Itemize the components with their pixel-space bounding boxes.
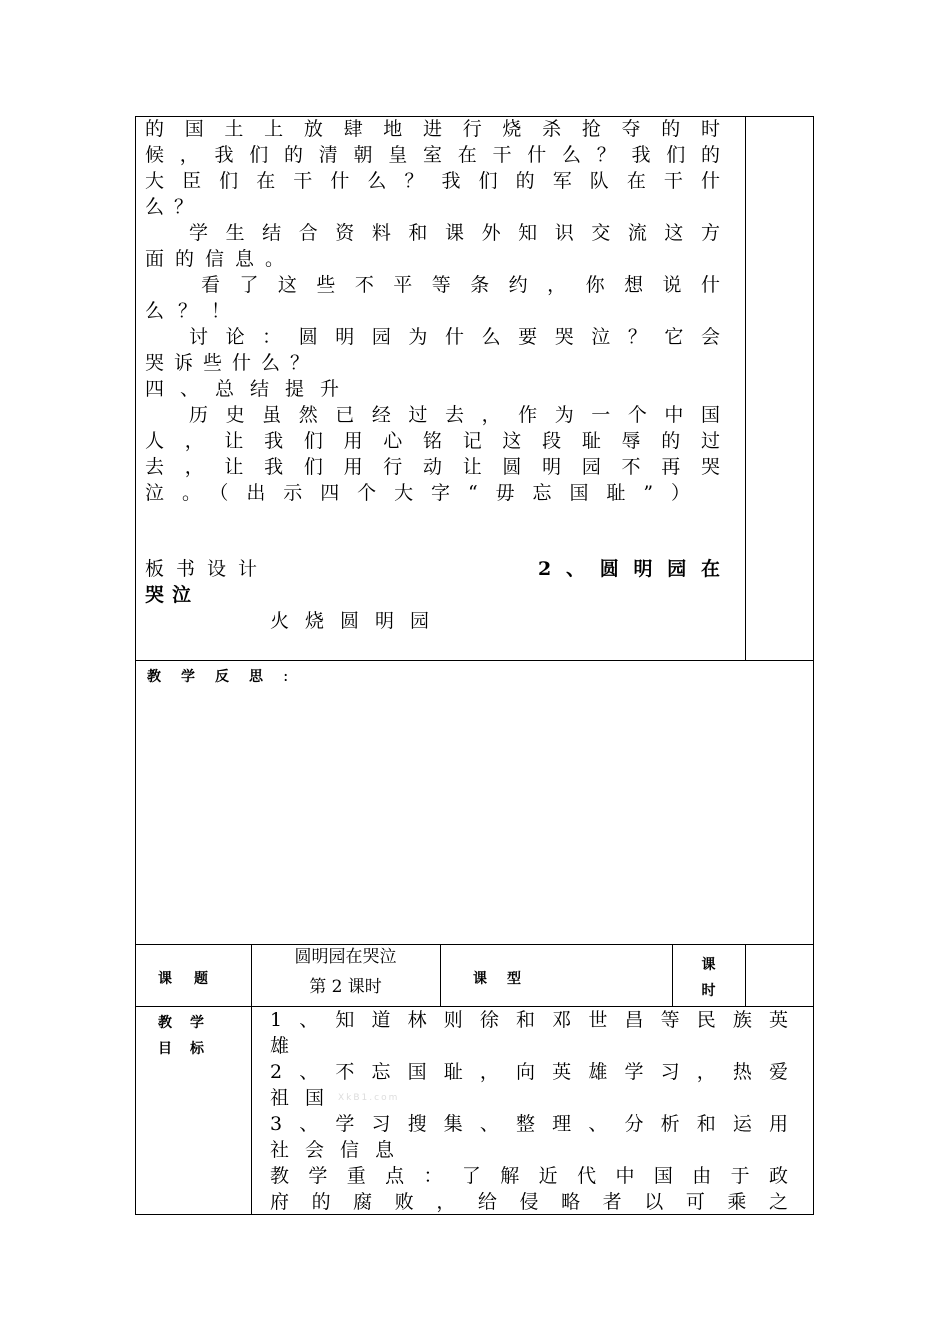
- section-heading: 四、总结提升: [145, 378, 356, 400]
- objective-line: 1、知道林则徐和邓世昌等民族英: [270, 1009, 788, 1031]
- board-title-continued: 哭泣: [145, 584, 200, 606]
- board-design-label: 板书设计: [145, 558, 270, 580]
- topic-label: 课题: [158, 971, 230, 987]
- objective-line: 雄: [270, 1035, 300, 1057]
- border-upper-inner: [745, 116, 746, 661]
- objectives-label-line1: 教学: [158, 1015, 222, 1031]
- objective-line: 府的腐败，给侵略者以可乘之: [270, 1191, 788, 1213]
- reflection-label: 教学反思: [147, 669, 283, 685]
- border-header-top: [135, 944, 814, 945]
- lesson-continuation-text: [145, 116, 720, 506]
- text-line: 么？: [145, 196, 204, 218]
- text-line: 讨论：圆明园为什么要哭泣？它会: [189, 326, 720, 348]
- type-value: [560, 944, 672, 1006]
- border-reflection-top: [135, 660, 814, 661]
- objective-line: 社会信息: [270, 1139, 411, 1161]
- topic-period: 第 2 课时: [309, 977, 382, 997]
- hours-label-line1: 课: [701, 957, 716, 973]
- objective-line: 3、学习搜集、整理、分析和运用: [270, 1113, 788, 1135]
- reflection-colon: :: [283, 666, 289, 685]
- text-line: 人，让我们用心铭记这段耻辱的过: [145, 430, 720, 452]
- border-header-col4: [745, 944, 746, 1007]
- objectives-text: [270, 1007, 788, 1215]
- topic-value: [251, 944, 440, 1000]
- text-line: 大臣们在干什么？我们的军队在干什: [145, 170, 720, 192]
- board-title: 2、圆明园在: [538, 558, 720, 580]
- text-line: 的国土上放肆地进行烧杀抢夺的时: [145, 118, 720, 140]
- hours-label-line2: 时: [701, 983, 716, 999]
- objectives-label-line2: 目标: [158, 1041, 222, 1057]
- type-label: 课型: [473, 971, 541, 987]
- objective-line: 2、不忘国耻，向英雄学习，热爱: [270, 1061, 788, 1083]
- objective-line: 祖国: [270, 1087, 341, 1109]
- hours-label: [672, 952, 745, 1004]
- board-subtitle: 火烧圆明园: [270, 610, 446, 632]
- text-line: 么？！: [145, 300, 245, 322]
- text-line: 面的信息。: [145, 248, 296, 270]
- border-left: [135, 116, 136, 1215]
- text-line: 去，让我们用行动让圆明园不再哭: [145, 456, 720, 478]
- text-line: 候，我们的清朝皇室在干什么？我们的: [145, 144, 720, 166]
- watermark: XkB1.com: [338, 1093, 400, 1103]
- text-line: 学生结合资料和课外知识交流这方: [189, 222, 720, 244]
- text-line: 看了这些不平等条约，你想说什: [201, 274, 720, 296]
- border-right: [813, 116, 814, 1215]
- text-line: 哭诉些什么？: [145, 352, 320, 374]
- objectives-label: [158, 1012, 248, 1064]
- text-line: 历史虽然已经过去，作为一个中国: [189, 404, 720, 426]
- text-line: 泣。（出示四个大字“毋忘国耻”）: [145, 482, 690, 504]
- topic-title: 圆明园在哭泣: [294, 947, 397, 967]
- border-header-col2: [440, 944, 441, 1007]
- reflection-label-row: [147, 666, 347, 686]
- objective-line: 教学重点：了解近代中国由于政: [270, 1165, 788, 1187]
